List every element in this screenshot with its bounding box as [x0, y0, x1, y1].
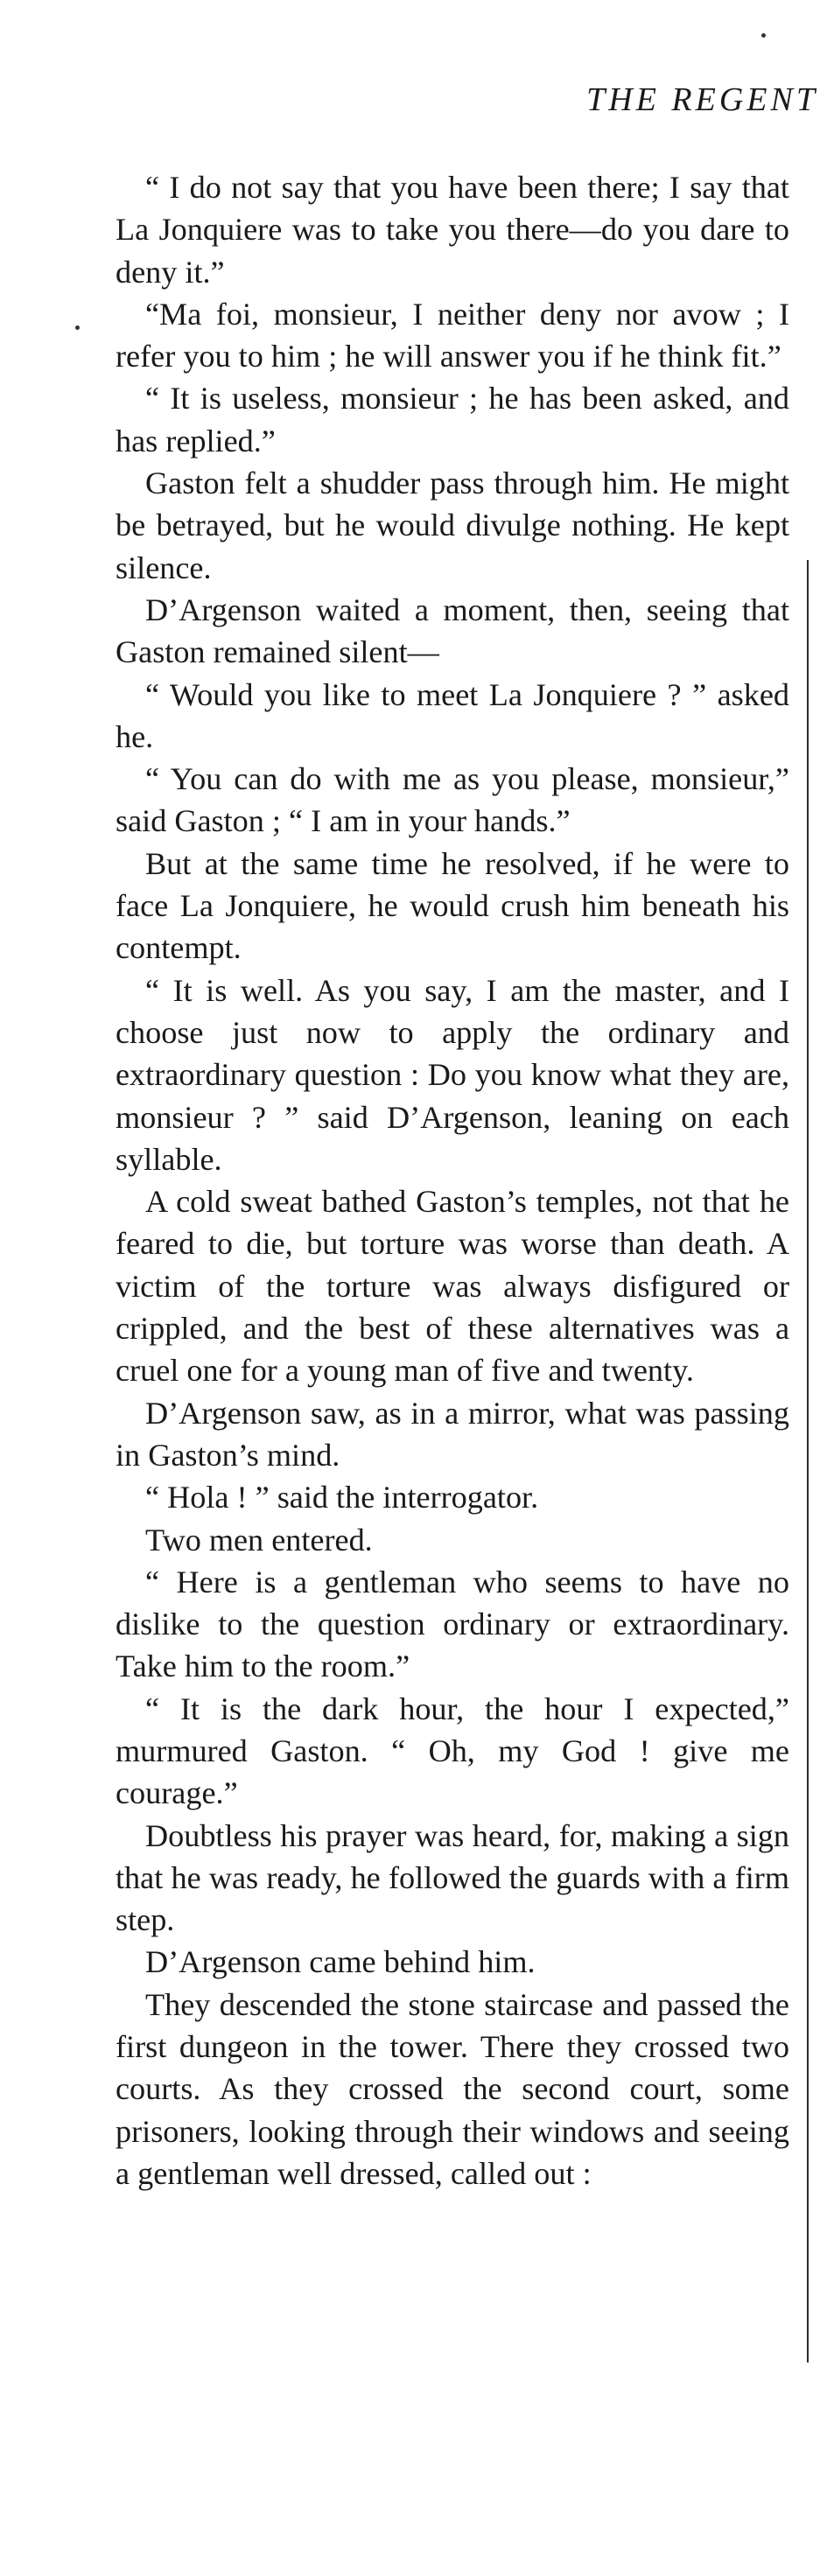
paragraph: Gaston felt a shudder pass through him. He might be betrayed, but he would divulge nothing. He kept silence. — [116, 466, 789, 585]
paragraph: “ It is well. As you say, I am the master, and I choose just now to apply the ordinary and extraordinary question : Do you know what they are, monsieur ? ” said D’Argenson, leaning on each syllable. — [116, 972, 789, 1177]
paragraph: D’Argenson waited a moment, then, seeing that Gaston remained silent— — [116, 592, 789, 670]
paragraph: “Ma foi, monsieur, I neither deny nor avow ; I refer you to him ; he will answer you if he think fit.” — [116, 296, 789, 374]
margin-rule — [807, 560, 809, 2362]
paragraph: “ It is useless, monsieur ; he has been asked, and has replied.” — [116, 381, 789, 458]
paragraph: D’Argenson saw, as in a mirror, what was passing in Gaston’s mind. — [116, 1395, 789, 1473]
paragraph: Doubtless his prayer was heard, for, making a sign that he was ready, he followed the guards with a firm step. — [116, 1817, 789, 1938]
ink-speck — [761, 33, 766, 38]
paragraph: “ It is the dark hour, the hour I expected,” murmured Gaston. “ Oh, my God ! give me courage.” — [116, 1690, 789, 1811]
paragraph: “ You can do with me as you please, monsieur,” said Gaston ; “ I am in your hands.” — [116, 761, 789, 839]
paragraph: “ Hola ! ” said the interrogator. — [145, 1480, 539, 1516]
paragraph: A cold sweat bathed Gaston’s temples, not that he feared to die, but torture was worse than death. A victim of the torture was always disfigured or crippled, and the best of these alternatives was a cruel one for a young man of five and twenty. — [116, 1184, 789, 1389]
paragraph: “ I do not say that you have been there; I say that La Jonquiere was to take you there—do you dare to deny it.” — [116, 170, 789, 290]
paragraph: “ Here is a gentleman who seems to have no dislike to the question ordinary or extraordinary. Take him to the room.” — [116, 1564, 789, 1684]
paragraph: Two men entered. — [145, 1522, 373, 1558]
paragraph: D’Argenson came behind him. — [145, 1944, 536, 1980]
paragraph: They descended the stone staircase and passed the first dungeon in the tower. There they crossed two courts. As they crossed the second court, some prisoners, looking through their windows and seeing a gentleman well dressed, called out : — [116, 1986, 789, 2191]
running-head: THE REGENT — [586, 81, 818, 118]
text-column — [116, 166, 789, 2371]
paragraph-list — [116, 166, 789, 2194]
paragraph: But at the same time he resolved, if he were to face La Jonquiere, he would crush him beneath his contempt. — [116, 845, 789, 966]
ink-speck — [75, 326, 80, 330]
paragraph: “ Would you like to meet La Jonquiere ? ” asked he. — [116, 676, 789, 754]
